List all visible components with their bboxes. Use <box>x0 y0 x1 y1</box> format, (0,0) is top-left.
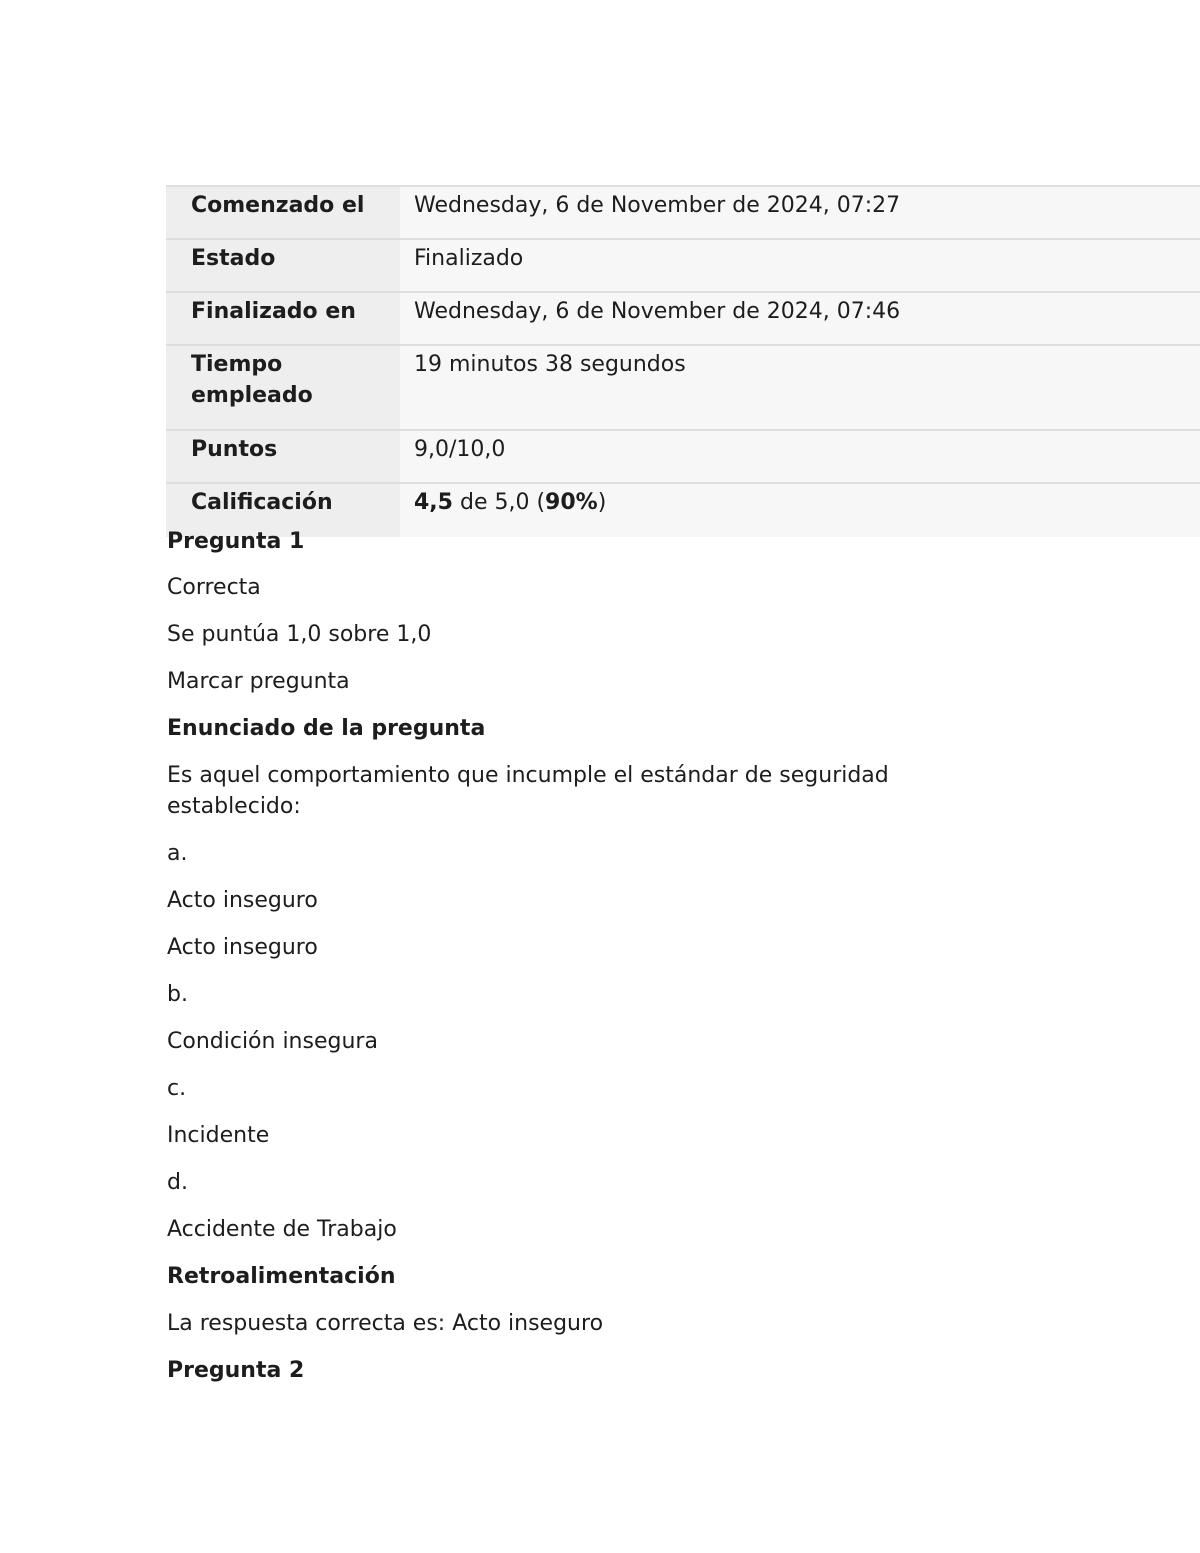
option-a-text[interactable]: Acto inseguro <box>167 888 318 913</box>
question-1 <box>167 526 967 1386</box>
summary-label: Tiempo empleado <box>166 345 400 430</box>
grade-score: 4,5 <box>414 490 453 515</box>
grade-close: ) <box>597 490 607 515</box>
grade-total: de 5,0 ( <box>452 490 546 515</box>
option-c-text[interactable]: Incidente <box>167 1123 270 1148</box>
summary-value: Wednesday, 6 de November de 2024, 07:27 <box>400 186 1200 239</box>
summary-row-state <box>166 239 1200 292</box>
summary-label: Puntos <box>166 430 400 483</box>
question-points: Se puntúa 1,0 sobre 1,0 <box>167 622 432 647</box>
question-statement: Es aquel comportamiento que incumple el estándar de seguridad establecido: <box>167 763 889 819</box>
attempt-summary-table <box>166 185 1200 537</box>
question-status: Correcta <box>167 575 261 600</box>
summary-value: 9,0/10,0 <box>400 430 1200 483</box>
question-title: Pregunta 1 <box>167 529 305 554</box>
summary-label: Finalizado en <box>166 292 400 345</box>
summary-row-finished <box>166 292 1200 345</box>
summary-row-started <box>166 186 1200 239</box>
summary-value: Wednesday, 6 de November de 2024, 07:46 <box>400 292 1200 345</box>
summary-value: Finalizado <box>400 239 1200 292</box>
statement-heading: Enunciado de la pregunta <box>167 716 486 741</box>
option-a-feedback: Acto inseguro <box>167 935 318 960</box>
option-d-letter[interactable]: d. <box>167 1170 188 1195</box>
option-a-letter[interactable]: a. <box>167 841 188 866</box>
grade-percent: 90% <box>545 490 598 515</box>
summary-value: 19 minutos 38 segundos <box>400 345 1200 430</box>
feedback-heading: Retroalimentación <box>167 1264 396 1289</box>
option-b-text[interactable]: Condición insegura <box>167 1029 378 1054</box>
summary-label: Estado <box>166 239 400 292</box>
question-2-title: Pregunta 2 <box>167 1358 305 1383</box>
summary-label: Comenzado el <box>166 186 400 239</box>
option-d-text[interactable]: Accidente de Trabajo <box>167 1217 397 1242</box>
feedback-text: La respuesta correcta es: Acto inseguro <box>167 1311 604 1336</box>
summary-row-time-taken <box>166 345 1200 430</box>
summary-label: Calificación <box>166 483 400 537</box>
option-b-letter[interactable]: b. <box>167 982 188 1007</box>
flag-question-link[interactable]: Marcar pregunta <box>167 669 350 694</box>
option-c-letter[interactable]: c. <box>167 1076 187 1101</box>
summary-row-points <box>166 430 1200 483</box>
